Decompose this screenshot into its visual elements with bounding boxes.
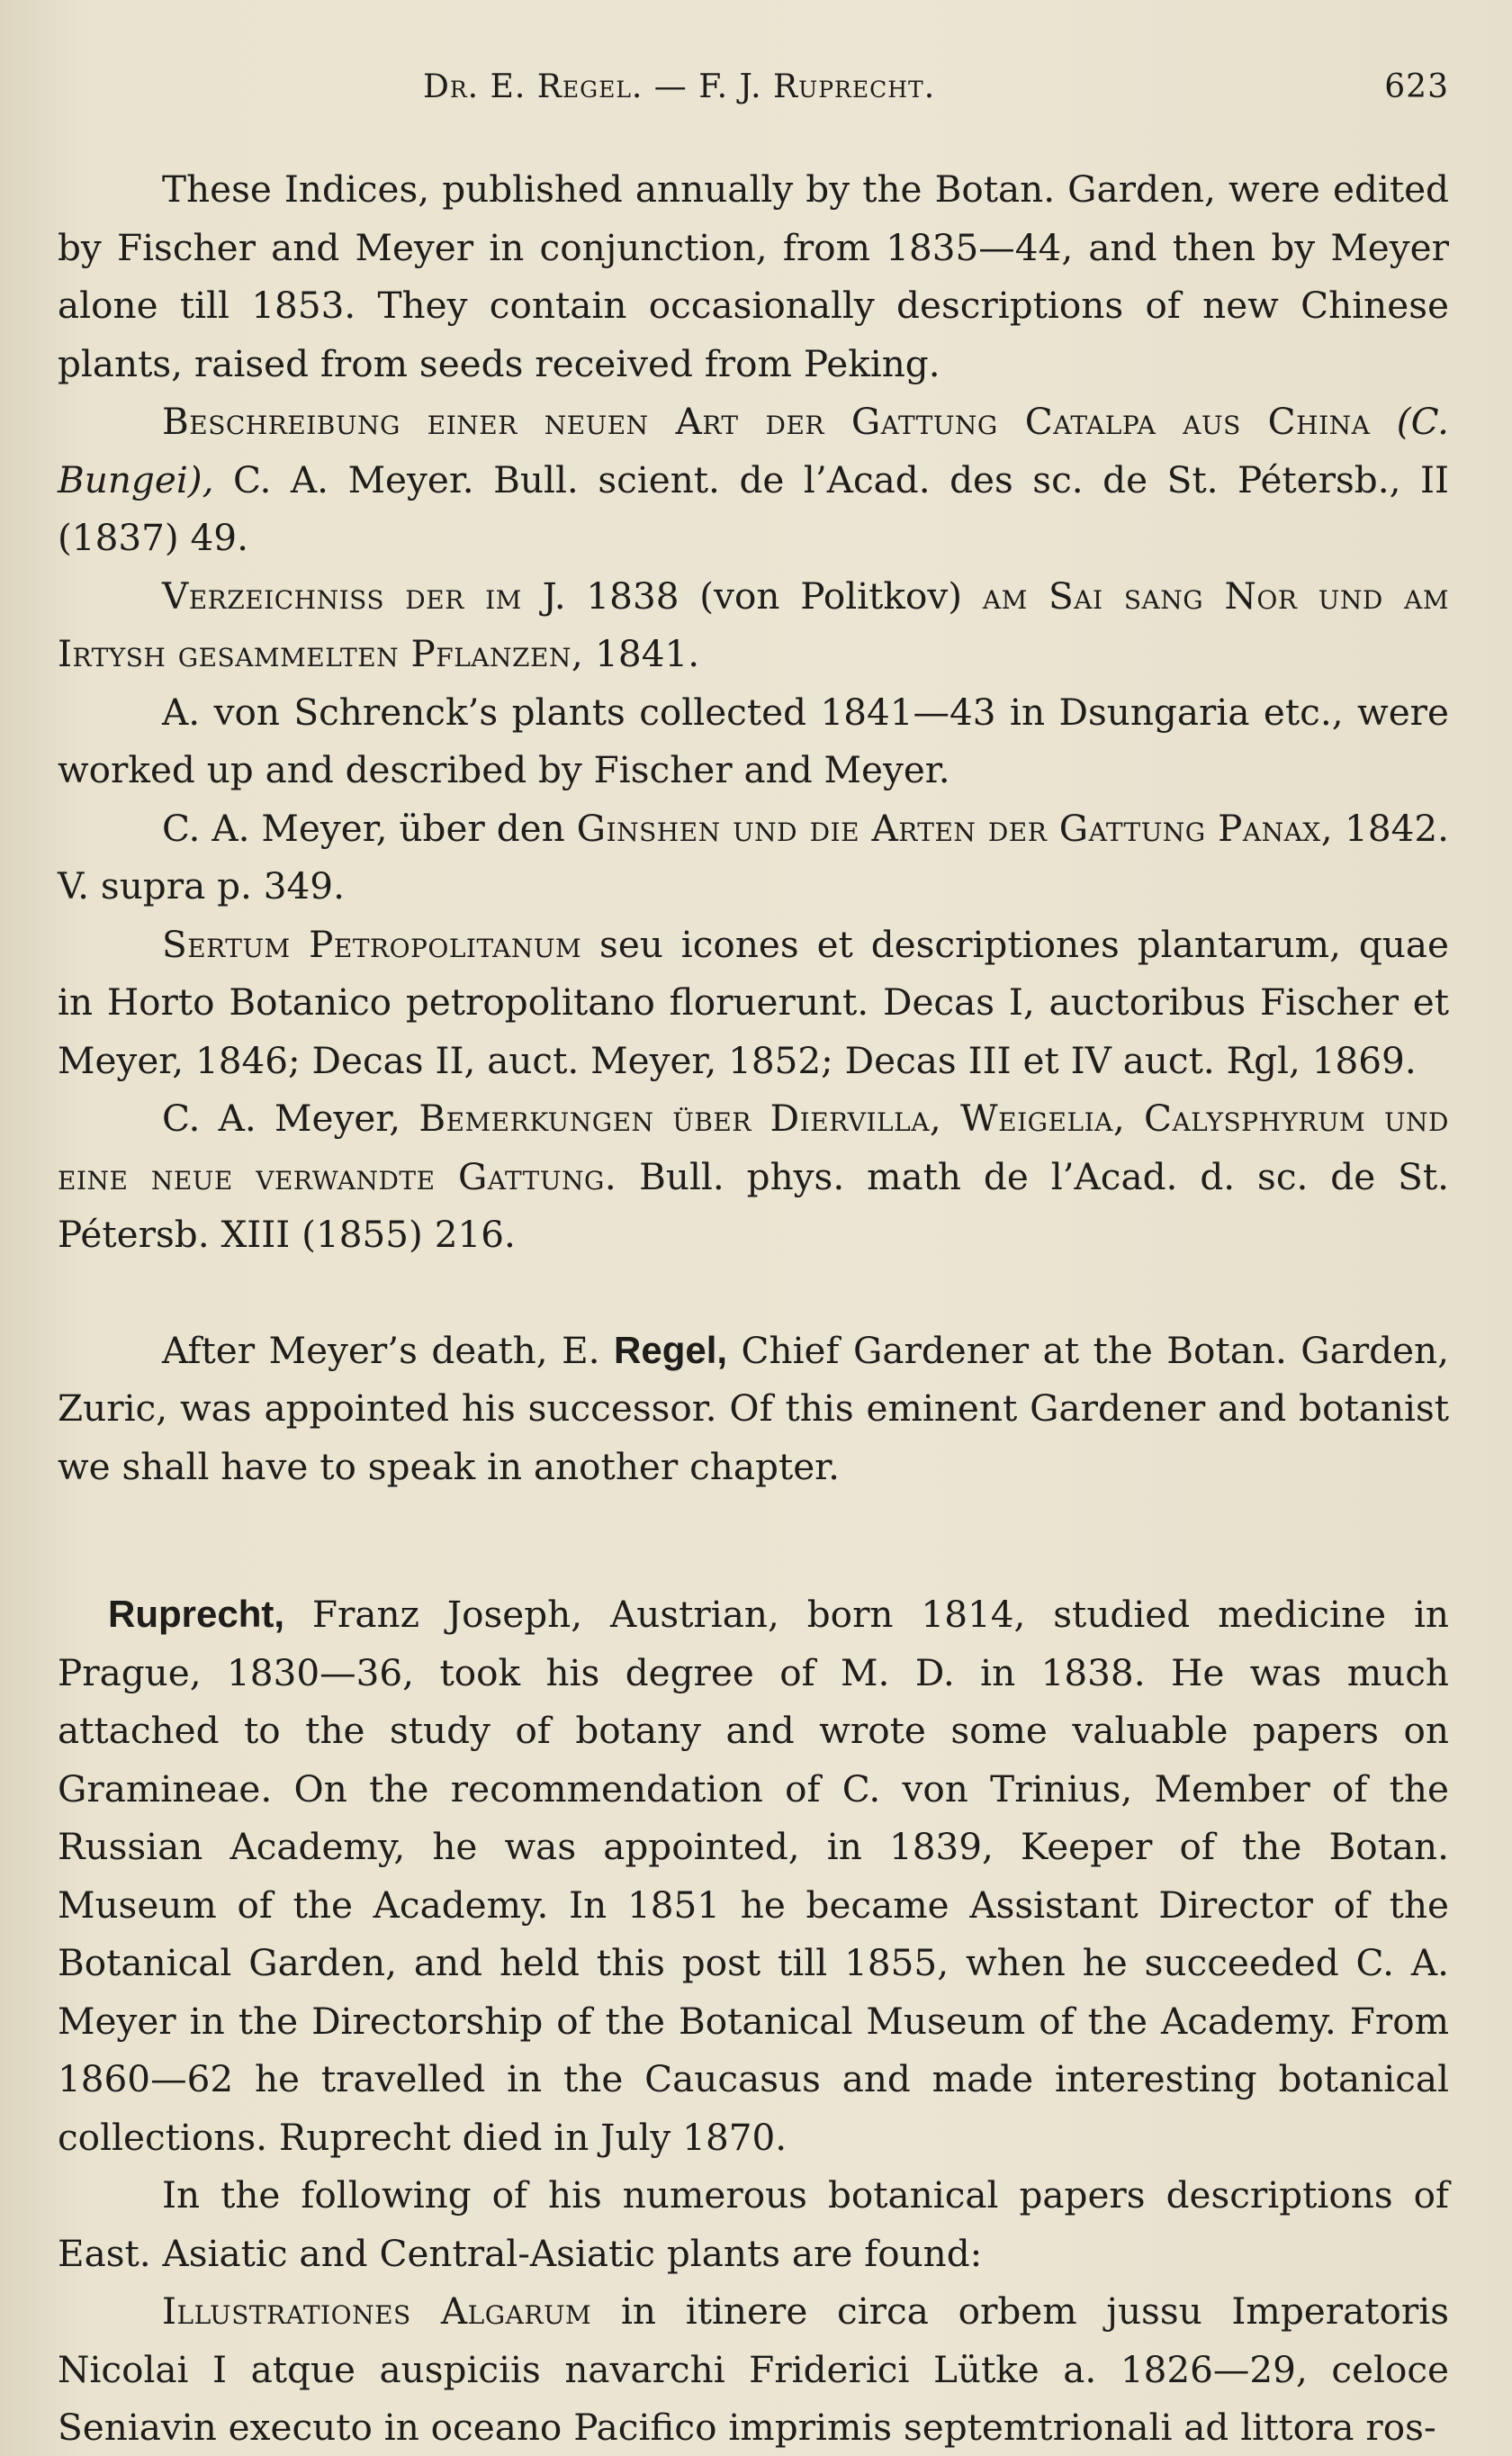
citation: 1842. V. supra p. 349.: [58, 806, 1449, 907]
paragraph-text: These Indices, published annually by the Botan. Garden, were edited by Fischer and Meyer in conjunction, from 1835—44, and then by Meyer alone till 1853. They contain occasionally descriptions of new Chinese plants, raised from seeds received from Peking.: [58, 167, 1449, 385]
entry-verzeichniss: [58, 567, 1449, 683]
work-title: Bemerkungen über Diervilla, Weigelia, Calysphyrum und eine neue verwandte Gattung.: [58, 1097, 1449, 1198]
work-title: Ginshen und die Arten der Gattung Panax,: [576, 806, 1334, 850]
paragraph-following: [58, 2166, 1449, 2282]
work-title-continued: am Sai sang Nor und am Irtysh gesammelten Pflanzen,: [58, 573, 1449, 675]
citation: Bull. phys. math de l’Acad. d. sc. de St. Pétersb. XIII (1855) 216.: [58, 1154, 1449, 1256]
entry-catalpa: [58, 393, 1449, 567]
person-name-regel: Regel,: [614, 1328, 728, 1371]
species-name: (C. Bungei),: [58, 400, 1449, 501]
running-title: Dr. E. Regel. — F. J. Ruprecht.: [423, 68, 936, 105]
person-name-ruprecht: Ruprecht,: [108, 1593, 285, 1635]
citation: seu icones et descriptiones plantarum, quae in Horto Botanico petropolitano floruerunt. Decas I, auctoribus Fischer et Meyer, 1846; Decas II, auct. Meyer, 1852; Decas III et IV auct. Rgl, 1869.: [58, 922, 1449, 1082]
paragraph-ruprecht: [58, 1585, 1449, 2166]
paragraph-schrenck: [58, 683, 1449, 799]
author-lead: C. A. Meyer, über den: [162, 806, 577, 850]
paragraph-text: Franz Joseph, Austrian, born 1814, studied medicine in Prague, 1830—36, took his degree of M. D. in 1838. He was much attached to the study of botany and wrote some valuable papers on Gramineae. On the recommendation of C. von Trinius, Member of the Russian Academy, he was appointed, in 1839, Keeper of the Botan. Museum of the Academy. In 1851 he became Assistant Director of the Botanical Garden, and held this post till 1855, when he succeeded C. A. Meyer in the Directorship of the Botanical Museum of the Academy. From 1860—62 he travelled in the Caucasus and made interesting botanical collections. Ruprecht died in July 1870.: [58, 1593, 1449, 2159]
paragraph-lead: After Meyer’s death, E.: [162, 1328, 615, 1372]
work-title: Verzeichniss der im: [162, 573, 522, 618]
page-number: 623: [1384, 68, 1449, 105]
citation: C. A. Meyer. Bull. scient. de l’Acad. des sc. de St. Pétersb., II (1837) 49.: [58, 457, 1449, 559]
entry-bemerkungen: [58, 1089, 1449, 1264]
work-title: Illustrationes Algarum: [162, 2289, 592, 2333]
work-title: Beschreibung einer neuen Art der Gattung Catalpa aus China: [162, 400, 1371, 443]
paragraph-indices: [58, 160, 1449, 393]
citation: in itinere circa orbem jussu Imperatoris Nicolai I atque auspiciis navarchi Friderici Lütke a. 1826—29, celoce Seniavin executo in oceano Pacifico imprimis septemtrionali ad littora ros-: [58, 2289, 1449, 2449]
entry-illustrationes: [58, 2282, 1449, 2456]
work-title: Sertum Petropolitanum: [162, 922, 582, 966]
paragraph-regel: [58, 1322, 1449, 1496]
citation: 1841.: [583, 632, 700, 675]
paragraph-text: A. von Schrenck’s plants collected 1841—43 in Dsungaria etc., were worked up and described by Fischer and Meyer.: [58, 690, 1449, 791]
running-head: [54, 68, 1449, 119]
entry-sertum: [58, 916, 1449, 1090]
paragraph-text: In the following of his numerous botanical papers descriptions of East. Asiatic and Central-Asiatic plants are found:: [58, 2173, 1449, 2275]
entry-ginshen: [58, 799, 1449, 916]
title-middle: J. 1838 (von Politkov): [521, 573, 983, 618]
author-lead: C. A. Meyer,: [162, 1097, 419, 1140]
body-text: [58, 160, 1449, 2456]
paragraph-text: Chief Gardener at the Botan. Garden, Zuric, was appointed his successor. Of this eminent Gardener and botanist we shall have to speak in another chapter.: [58, 1328, 1449, 1488]
